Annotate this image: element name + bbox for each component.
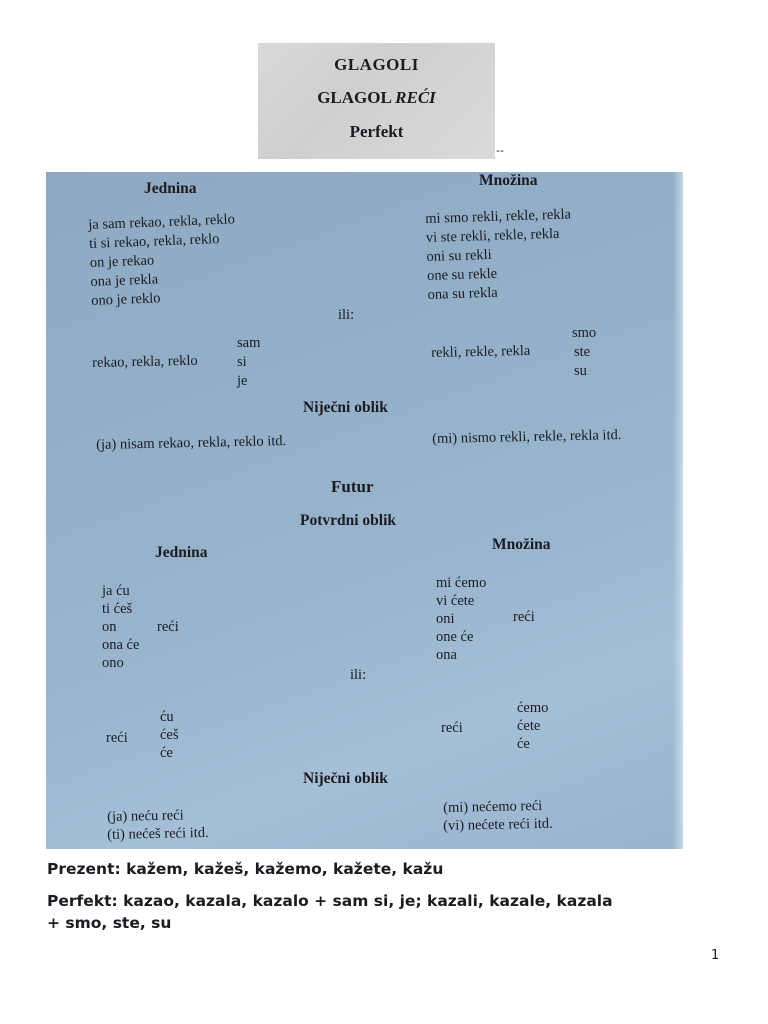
futur-negative-singular: (ja) neću reći — [107, 807, 184, 825]
perfekt-jednina-line: ono je reklo — [90, 290, 161, 309]
futur-alt-plur-aux: će — [517, 736, 530, 752]
scanned-conjugation-table — [46, 172, 683, 849]
perfekt-jednina-line: ti si rekao, rekla, reklo — [88, 230, 220, 252]
title-image — [258, 43, 495, 159]
perfekt-jednina-line: ona je rekla — [90, 271, 159, 290]
perfekt-mnozina-line: mi smo rekli, rekle, rekla — [425, 206, 572, 227]
futur-alt-sing-verb: reći — [106, 730, 128, 746]
perfekt-alt-plur-aux: smo — [572, 325, 597, 341]
futur-mnozina-pronoun: mi ćemo — [436, 575, 487, 591]
perfekt-alt-plur-aux: ste — [574, 344, 591, 360]
perfekt-alt-plur-aux: su — [574, 363, 587, 379]
perfekt-jednina-title: Jednina — [144, 180, 197, 197]
dash-mark: -- — [496, 144, 504, 157]
futur-jednina-pronoun: ti ćeš — [102, 601, 133, 617]
title-glagol-reci — [258, 88, 495, 108]
futur-jednina-pronoun: ona će — [102, 637, 140, 653]
scan-edge — [673, 172, 683, 849]
futur-jednina-pronoun: ono — [102, 655, 124, 671]
futur-jednina-title: Jednina — [155, 544, 208, 561]
title-glagoli: GLAGOLI — [334, 55, 419, 74]
title-glagol-word: GLAGOL — [317, 88, 396, 107]
perfekt-jednina-line: ja sam rekao, rekla, reklo — [88, 211, 236, 233]
perfekt-alt-sing-aux: si — [237, 354, 247, 370]
futur-jednina-pronoun: ja ću — [102, 583, 130, 599]
futur-negative-plural: (mi) nećemo reći — [443, 797, 543, 816]
perfekt-mnozina-line: oni su rekli — [426, 246, 492, 265]
perfekt-alt-singular: rekao, rekla, reklo — [92, 352, 198, 371]
futur-mnozina-pronoun: ona — [436, 647, 457, 663]
futur-alt-sing-aux: će — [160, 745, 173, 761]
futur-mnozina-pronoun: one će — [436, 629, 474, 645]
futur-negative-plural: (vi) nećete reći itd. — [443, 815, 553, 834]
title-reci-word: REĆI — [395, 88, 436, 107]
perfekt-mnozina-line: vi ste rekli, rekle, rekla — [425, 225, 560, 246]
futur-alt-plur-aux: ćete — [517, 718, 541, 734]
perfekt-ili: ili: — [338, 307, 355, 323]
perfekt-alt-sing-aux: je — [237, 373, 248, 389]
futur-jednina-verb: reći — [157, 619, 179, 635]
perfekt-alt-plural: rekli, rekle, rekla — [431, 342, 531, 361]
perfekt-jednina-line: on je rekao — [89, 252, 155, 271]
perfekt-negative-title: Niječni oblik — [303, 399, 388, 416]
futur-jednina-pronoun: on — [102, 619, 117, 635]
futur-alt-sing-aux: ćeš — [160, 727, 179, 743]
perfekt-mnozina-title: Množina — [479, 172, 538, 189]
page-number: 1 — [711, 948, 720, 963]
futur-negative-title: Niječni oblik — [303, 770, 388, 787]
futur-mnozina-pronoun: oni — [436, 611, 455, 627]
futur-ili: ili: — [350, 667, 367, 683]
futur-alt-sing-aux: ću — [160, 709, 174, 725]
futur-mnozina-pronoun: vi ćete — [436, 593, 475, 609]
futur-alt-plur-aux: ćemo — [517, 700, 549, 716]
futur-mnozina-verb: reći — [513, 609, 535, 625]
note-perfekt-line2: + smo, ste, su — [47, 914, 172, 932]
title-perfekt: Perfekt — [349, 122, 404, 141]
futur-title: Futur — [331, 477, 374, 496]
perfekt-negative-plural: (mi) nismo rekli, rekle, rekla itd. — [432, 427, 622, 447]
perfekt-mnozina-line: one su rekle — [426, 265, 498, 284]
futur-negative-singular: (ti) nećeš reći itd. — [107, 824, 209, 843]
note-perfekt-line1: Perfekt: kazao, kazala, kazalo + sam si, je; kazali, kazale, kazala — [47, 892, 613, 910]
note-prezent: Prezent: kažem, kažeš, kažemo, kažete, kažu — [47, 860, 444, 878]
futur-alt-plur-verb: reći — [441, 720, 463, 736]
futur-mnozina-title: Množina — [492, 536, 551, 553]
perfekt-negative-singular: (ja) nisam rekao, rekla, reklo itd. — [96, 433, 287, 453]
perfekt-alt-sing-aux: sam — [237, 335, 261, 351]
futur-subtitle: Potvrdni oblik — [300, 512, 397, 529]
perfekt-mnozina-line: ona su rekla — [427, 284, 498, 303]
